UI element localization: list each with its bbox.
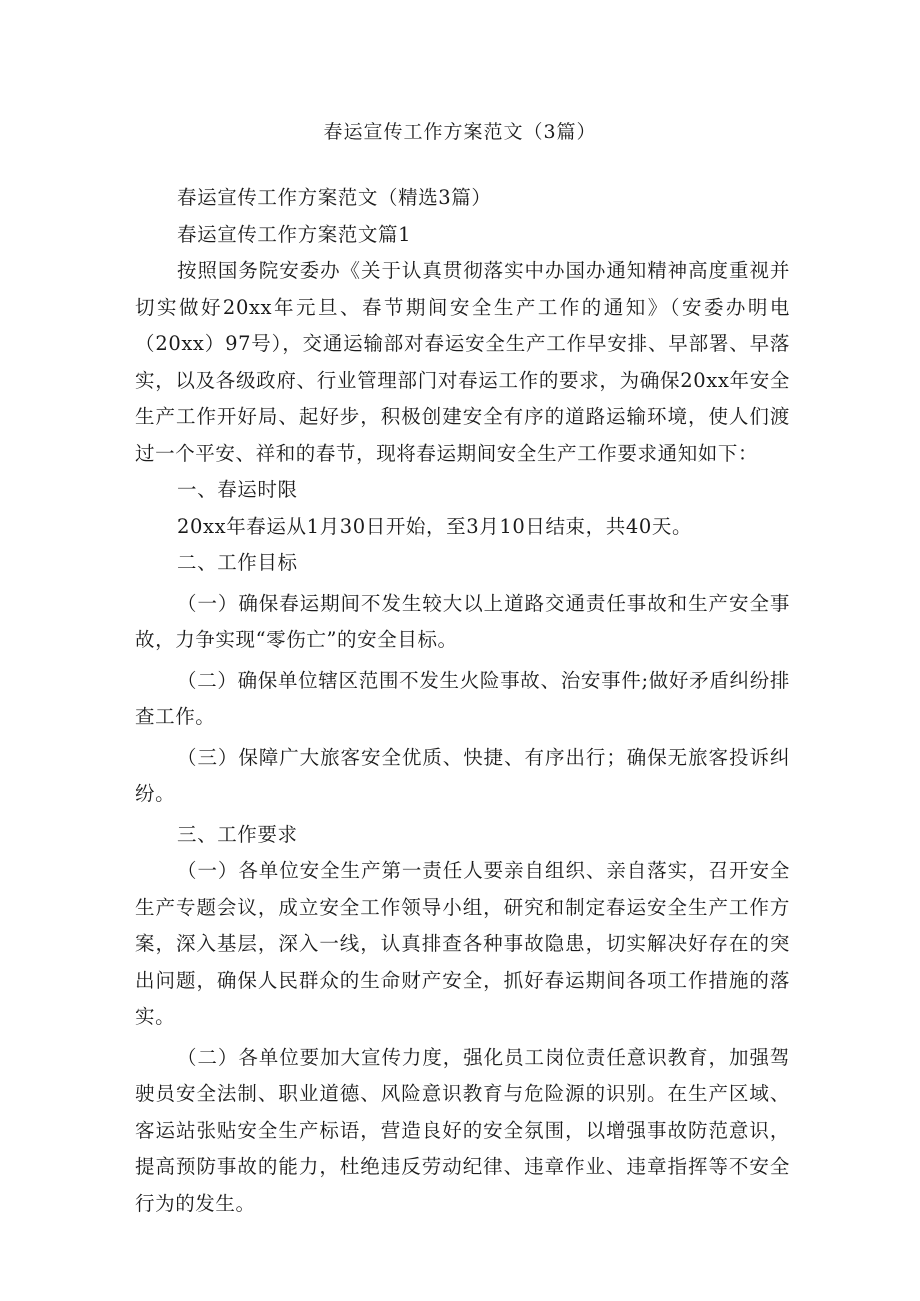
goal-paragraph-3: （三）保障广大旅客安全优质、快捷、有序出行；确保无旅客投诉纠纷。 — [135, 745, 790, 805]
requirement-paragraph-2: （二）各单位要加大宣传力度，强化员工岗位责任意识教育，加强驾驶员安全法制、职业道德、风险意识教育与危险源的识别。在生产区域、客运站张贴安全生产标语，营造良好的安全氛围，以增强事故防范意识，提高预防事故的能力，杜绝违反劳动纪律、违章作业、违章指挥等不安全行为的发生。 — [135, 1045, 790, 1215]
section-heading-paragraph: 春运宣传工作方案范文篇1 — [177, 222, 412, 246]
heading-requirements: 三、工作要求 — [177, 822, 298, 846]
document-body — [135, 180, 790, 1222]
requirement-paragraph-1: （一）各单位安全生产第一责任人要亲自组织、亲自落实，召开安全生产专题会议，成立安全工作领导小组，研究和制定春运安全生产工作方案，深入基层，深入一线，认真排查各种事故隐患，切实解决好存在的突出问题，确保人民群众的生命财产安全，抓好春运期间各项工作措施的落实。 — [135, 859, 790, 1028]
period-paragraph: 20xx年春运从1月30日开始，至3月10日结束，共40天。 — [177, 514, 693, 538]
goal-paragraph-1: （一）确保春运期间不发生较大以上道路交通责任事故和生产安全事故，力争实现“零伤亡”的安全目标。 — [135, 591, 790, 651]
goal-paragraph-2: （二）确保单位辖区范围不发生火险事故、治安事件;做好矛盾纠纷排查工作。 — [135, 668, 790, 728]
heading-period: 一、春运时限 — [177, 478, 298, 501]
subtitle-paragraph: 春运宣传工作方案范文（精选3篇） — [177, 186, 492, 209]
document-title: 春运宣传工作方案范文（3篇） — [323, 121, 597, 143]
intro-paragraph: 按照国务院安委办《关于认真贯彻落实中办国办通知精神高度重视并切实做好20xx年元旦、春节期间安全生产工作的通知》（安委办明电（20xx）97号），交通运输部对春运安全生产工作早安排、早部署、早落实，以及各级政府、行业管理部门对春运工作的要求，为确保20xx年安全生产工作开好局、起好步，积极创建安全有序的道路运输环境，使人们渡过一个平安、祥和的春节，现将春运期间安全生产工作要求通知如下： — [135, 259, 790, 465]
heading-goals: 二、工作目标 — [177, 551, 298, 574]
